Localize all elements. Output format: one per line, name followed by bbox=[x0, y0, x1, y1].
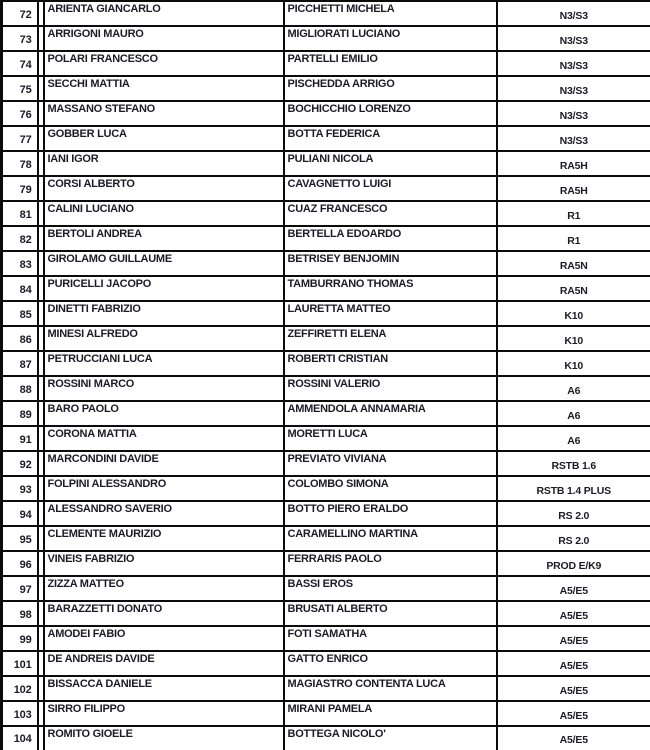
entry-number: 72 bbox=[19, 8, 32, 21]
table-row bbox=[2, 51, 650, 76]
codriver-name-cell bbox=[284, 501, 497, 526]
driver-name: FOLPINI ALESSANDRO bbox=[47, 478, 167, 490]
entry-number-cell bbox=[2, 1, 38, 26]
table-row bbox=[2, 401, 650, 426]
codriver-name: MAGIASTRO CONTENTA LUCA bbox=[287, 678, 446, 690]
driver-name-cell bbox=[44, 551, 284, 576]
table-row bbox=[2, 26, 650, 51]
entry-number: 97 bbox=[19, 583, 32, 596]
codriver-name: CAVAGNETTO LUIGI bbox=[287, 178, 392, 190]
driver-name-cell bbox=[44, 601, 284, 626]
class-cell bbox=[497, 376, 650, 401]
entry-number-cell bbox=[2, 351, 38, 376]
class-cell bbox=[497, 601, 650, 626]
class-cell bbox=[497, 501, 650, 526]
driver-name: CLEMENTE MAURIZIO bbox=[47, 528, 162, 540]
driver-name: BERTOLI ANDREA bbox=[47, 228, 142, 240]
entry-number: 85 bbox=[19, 308, 32, 321]
class-label: PROD E/K9 bbox=[546, 559, 602, 572]
entry-number-cell bbox=[2, 201, 38, 226]
class-label: A5/E5 bbox=[559, 684, 588, 697]
class-cell bbox=[497, 151, 650, 176]
class-cell bbox=[497, 701, 650, 726]
table-row bbox=[2, 126, 650, 151]
table-row bbox=[2, 276, 650, 301]
driver-name: CORONA MATTIA bbox=[47, 428, 137, 440]
entry-number-cell bbox=[2, 426, 38, 451]
class-cell bbox=[497, 451, 650, 476]
class-label: RA5N bbox=[559, 259, 588, 272]
entry-number-cell bbox=[2, 576, 38, 601]
table-row bbox=[2, 676, 650, 701]
table-row bbox=[2, 601, 650, 626]
table-row bbox=[2, 526, 650, 551]
entry-number-cell bbox=[2, 401, 38, 426]
driver-name: BISSACCA DANIELE bbox=[47, 678, 152, 690]
codriver-name: BETRISEY BENJOMIN bbox=[287, 253, 400, 265]
driver-name-cell bbox=[44, 726, 284, 750]
driver-name: BARAZZETTI DONATO bbox=[47, 603, 162, 615]
driver-name-cell bbox=[44, 351, 284, 376]
class-label: RA5N bbox=[559, 284, 588, 297]
entry-number: 101 bbox=[13, 658, 32, 671]
driver-name-cell bbox=[44, 451, 284, 476]
class-label: A5/E5 bbox=[559, 734, 588, 747]
table-row bbox=[2, 501, 650, 526]
codriver-name: AMMENDOLA ANNAMARIA bbox=[287, 403, 426, 415]
entry-number: 81 bbox=[19, 208, 32, 221]
entry-number: 75 bbox=[19, 83, 32, 96]
codriver-name-cell bbox=[284, 601, 497, 626]
driver-name: IANI IGOR bbox=[47, 153, 99, 165]
entry-number: 95 bbox=[19, 533, 32, 546]
codriver-name-cell bbox=[284, 701, 497, 726]
class-label: A5/E5 bbox=[559, 609, 588, 622]
driver-name: PETRUCCIANI LUCA bbox=[47, 353, 153, 365]
class-label: A6 bbox=[567, 409, 581, 422]
class-label: R1 bbox=[567, 209, 581, 222]
entry-number: 74 bbox=[19, 58, 32, 71]
class-label: N3/S3 bbox=[559, 34, 588, 47]
entry-number: 91 bbox=[19, 433, 32, 446]
driver-name-cell bbox=[44, 701, 284, 726]
class-cell bbox=[497, 51, 650, 76]
entry-number: 99 bbox=[19, 633, 32, 646]
entry-number-cell bbox=[2, 701, 38, 726]
class-cell bbox=[497, 326, 650, 351]
class-label: RS 2.0 bbox=[558, 509, 590, 522]
class-label: A6 bbox=[567, 384, 581, 397]
class-label: A5/E5 bbox=[559, 659, 588, 672]
entry-number-cell bbox=[2, 651, 38, 676]
driver-name-cell bbox=[44, 26, 284, 51]
entry-number: 84 bbox=[19, 283, 32, 296]
entry-number: 77 bbox=[19, 133, 32, 146]
entry-number-cell bbox=[2, 451, 38, 476]
codriver-name-cell bbox=[284, 451, 497, 476]
entry-number-cell bbox=[2, 526, 38, 551]
driver-name-cell bbox=[44, 476, 284, 501]
codriver-name: BOTTA FEDERICA bbox=[287, 128, 380, 140]
codriver-name-cell bbox=[284, 251, 497, 276]
driver-name-cell bbox=[44, 101, 284, 126]
entry-number-cell bbox=[2, 601, 38, 626]
class-cell bbox=[497, 626, 650, 651]
table-row bbox=[2, 176, 650, 201]
entry-number-cell bbox=[2, 276, 38, 301]
driver-name: PURICELLI JACOPO bbox=[47, 278, 152, 290]
driver-name-cell bbox=[44, 201, 284, 226]
codriver-name: ROBERTI CRISTIAN bbox=[287, 353, 388, 365]
entry-number-cell bbox=[2, 501, 38, 526]
class-cell bbox=[497, 26, 650, 51]
codriver-name: FOTI SAMATHA bbox=[287, 628, 367, 640]
entry-number-cell bbox=[2, 226, 38, 251]
codriver-name: PARTELLI EMILIO bbox=[287, 53, 378, 65]
driver-name: AMODEI FABIO bbox=[47, 628, 126, 640]
entry-number: 88 bbox=[19, 383, 32, 396]
driver-name: ARIENTA GIANCARLO bbox=[47, 3, 161, 15]
class-cell bbox=[497, 251, 650, 276]
driver-name: ROMITO GIOELE bbox=[47, 728, 133, 740]
class-cell bbox=[497, 301, 650, 326]
driver-name-cell bbox=[44, 376, 284, 401]
codriver-name: TAMBURRANO THOMAS bbox=[287, 278, 414, 290]
codriver-name: ZEFFIRETTI ELENA bbox=[287, 328, 387, 340]
driver-name-cell bbox=[44, 276, 284, 301]
entry-number-cell bbox=[2, 551, 38, 576]
driver-name: SIRRO FILIPPO bbox=[47, 703, 125, 715]
driver-name-cell bbox=[44, 251, 284, 276]
driver-name: MARCONDINI DAVIDE bbox=[47, 453, 159, 465]
driver-name: MASSANO STEFANO bbox=[47, 103, 155, 115]
class-cell bbox=[497, 76, 650, 101]
entry-number-cell bbox=[2, 101, 38, 126]
codriver-name-cell bbox=[284, 76, 497, 101]
class-cell bbox=[497, 351, 650, 376]
table-row bbox=[2, 226, 650, 251]
codriver-name: BOTTO PIERO ERALDO bbox=[287, 503, 409, 515]
driver-name-cell bbox=[44, 626, 284, 651]
codriver-name: MIRANI PAMELA bbox=[287, 703, 373, 715]
entry-number: 79 bbox=[19, 183, 32, 196]
entry-number-cell bbox=[2, 726, 38, 750]
table-row bbox=[2, 651, 650, 676]
driver-name: DINETTI FABRIZIO bbox=[47, 303, 141, 315]
table-row bbox=[2, 451, 650, 476]
driver-name: POLARI FRANCESCO bbox=[47, 53, 158, 65]
driver-name: SECCHI MATTIA bbox=[47, 78, 130, 90]
entry-list-body bbox=[2, 1, 650, 750]
class-label: RA5H bbox=[559, 184, 588, 197]
entry-number: 82 bbox=[19, 233, 32, 246]
codriver-name-cell bbox=[284, 526, 497, 551]
driver-name-cell bbox=[44, 301, 284, 326]
class-cell bbox=[497, 726, 650, 750]
entry-number: 86 bbox=[19, 333, 32, 346]
class-label: N3/S3 bbox=[559, 134, 588, 147]
codriver-name: FERRARIS PAOLO bbox=[287, 553, 382, 565]
class-cell bbox=[497, 651, 650, 676]
driver-name-cell bbox=[44, 51, 284, 76]
table-row bbox=[2, 76, 650, 101]
codriver-name-cell bbox=[284, 301, 497, 326]
codriver-name-cell bbox=[284, 1, 497, 26]
table-row bbox=[2, 551, 650, 576]
codriver-name-cell bbox=[284, 651, 497, 676]
codriver-name: CUAZ FRANCESCO bbox=[287, 203, 388, 215]
codriver-name: PISCHEDDA ARRIGO bbox=[287, 78, 395, 90]
driver-name: ALESSANDRO SAVERIO bbox=[47, 503, 172, 515]
codriver-name-cell bbox=[284, 426, 497, 451]
entry-number-cell bbox=[2, 76, 38, 101]
table-row bbox=[2, 101, 650, 126]
entry-number: 89 bbox=[19, 408, 32, 421]
codriver-name-cell bbox=[284, 151, 497, 176]
table-row bbox=[2, 576, 650, 601]
codriver-name: LAURETTA MATTEO bbox=[287, 303, 391, 315]
codriver-name-cell bbox=[284, 726, 497, 750]
class-label: A5/E5 bbox=[559, 634, 588, 647]
codriver-name-cell bbox=[284, 401, 497, 426]
codriver-name: CARAMELLINO MARTINA bbox=[287, 528, 418, 540]
entry-number: 73 bbox=[19, 33, 32, 46]
codriver-name-cell bbox=[284, 326, 497, 351]
codriver-name: BASSI EROS bbox=[287, 578, 353, 590]
codriver-name: PREVIATO VIVIANA bbox=[287, 453, 387, 465]
codriver-name-cell bbox=[284, 376, 497, 401]
class-cell bbox=[497, 226, 650, 251]
entry-number-cell bbox=[2, 376, 38, 401]
entry-number-cell bbox=[2, 626, 38, 651]
table-row bbox=[2, 476, 650, 501]
table-row bbox=[2, 626, 650, 651]
entry-number-cell bbox=[2, 51, 38, 76]
driver-name-cell bbox=[44, 1, 284, 26]
entry-number: 87 bbox=[19, 358, 32, 371]
table-row bbox=[2, 1, 650, 26]
class-cell bbox=[497, 526, 650, 551]
table-row bbox=[2, 151, 650, 176]
table-row bbox=[2, 351, 650, 376]
codriver-name-cell bbox=[284, 576, 497, 601]
codriver-name: ROSSINI VALERIO bbox=[287, 378, 381, 390]
class-cell bbox=[497, 1, 650, 26]
class-cell bbox=[497, 201, 650, 226]
table-row bbox=[2, 251, 650, 276]
class-label: RA5H bbox=[559, 159, 588, 172]
class-cell bbox=[497, 426, 650, 451]
entry-number-cell bbox=[2, 476, 38, 501]
class-cell bbox=[497, 101, 650, 126]
driver-name-cell bbox=[44, 226, 284, 251]
table-row bbox=[2, 301, 650, 326]
class-label: K10 bbox=[564, 334, 584, 347]
class-cell bbox=[497, 476, 650, 501]
entry-number-cell bbox=[2, 26, 38, 51]
driver-name-cell bbox=[44, 426, 284, 451]
codriver-name-cell bbox=[284, 226, 497, 251]
class-label: A5/E5 bbox=[559, 709, 588, 722]
class-cell bbox=[497, 551, 650, 576]
driver-name: GOBBER LUCA bbox=[47, 128, 127, 140]
class-cell bbox=[497, 401, 650, 426]
entry-number-cell bbox=[2, 326, 38, 351]
driver-name-cell bbox=[44, 651, 284, 676]
class-label: RS 2.0 bbox=[558, 534, 590, 547]
class-cell bbox=[497, 126, 650, 151]
class-cell bbox=[497, 176, 650, 201]
codriver-name-cell bbox=[284, 676, 497, 701]
driver-name-cell bbox=[44, 151, 284, 176]
driver-name-cell bbox=[44, 526, 284, 551]
entry-number-cell bbox=[2, 251, 38, 276]
codriver-name: BOTTEGA NICOLO' bbox=[287, 728, 386, 740]
driver-name-cell bbox=[44, 401, 284, 426]
entry-number: 102 bbox=[13, 683, 32, 696]
codriver-name-cell bbox=[284, 51, 497, 76]
codriver-name: GATTO ENRICO bbox=[287, 653, 368, 665]
driver-name: CORSI ALBERTO bbox=[47, 178, 135, 190]
driver-name: GIROLAMO GUILLAUME bbox=[47, 253, 172, 265]
codriver-name-cell bbox=[284, 351, 497, 376]
codriver-name-cell bbox=[284, 176, 497, 201]
codriver-name-cell bbox=[284, 26, 497, 51]
class-label: RSTB 1.6 bbox=[551, 459, 596, 472]
class-label: N3/S3 bbox=[559, 109, 588, 122]
driver-name-cell bbox=[44, 76, 284, 101]
class-label: N3/S3 bbox=[559, 84, 588, 97]
driver-name: DE ANDREIS DAVIDE bbox=[47, 653, 155, 665]
entry-number: 76 bbox=[19, 108, 32, 121]
class-label: A5/E5 bbox=[559, 584, 588, 597]
codriver-name: BERTELLA EDOARDO bbox=[287, 228, 402, 240]
class-label: RSTB 1.4 PLUS bbox=[536, 484, 611, 497]
entry-number-cell bbox=[2, 301, 38, 326]
entry-number: 104 bbox=[13, 733, 32, 746]
class-label: K10 bbox=[564, 309, 584, 322]
table-row bbox=[2, 326, 650, 351]
entry-number-cell bbox=[2, 126, 38, 151]
driver-name: CALINI LUCIANO bbox=[47, 203, 134, 215]
entry-number: 96 bbox=[19, 558, 32, 571]
driver-name-cell bbox=[44, 176, 284, 201]
class-label: N3/S3 bbox=[559, 9, 588, 22]
codriver-name: MIGLIORATI LUCIANO bbox=[287, 28, 401, 40]
table-row bbox=[2, 726, 650, 750]
driver-name: ZIZZA MATTEO bbox=[47, 578, 124, 590]
driver-name-cell bbox=[44, 126, 284, 151]
class-label: N3/S3 bbox=[559, 59, 588, 72]
entry-number-cell bbox=[2, 151, 38, 176]
codriver-name: MORETTI LUCA bbox=[287, 428, 368, 440]
entry-number: 98 bbox=[19, 608, 32, 621]
entry-number: 78 bbox=[19, 158, 32, 171]
driver-name-cell bbox=[44, 326, 284, 351]
driver-name-cell bbox=[44, 501, 284, 526]
table-row bbox=[2, 201, 650, 226]
class-cell bbox=[497, 676, 650, 701]
codriver-name-cell bbox=[284, 101, 497, 126]
driver-name: MINESI ALFREDO bbox=[47, 328, 138, 340]
table-row bbox=[2, 701, 650, 726]
codriver-name-cell bbox=[284, 551, 497, 576]
codriver-name: BOCHICCHIO LORENZO bbox=[287, 103, 411, 115]
entry-number-cell bbox=[2, 176, 38, 201]
codriver-name-cell bbox=[284, 626, 497, 651]
class-label: K10 bbox=[564, 359, 584, 372]
driver-name: BARO PAOLO bbox=[47, 403, 119, 415]
class-cell bbox=[497, 276, 650, 301]
entry-number-cell bbox=[2, 676, 38, 701]
entry-number: 103 bbox=[13, 708, 32, 721]
codriver-name-cell bbox=[284, 201, 497, 226]
class-label: R1 bbox=[567, 234, 581, 247]
driver-name: ARRIGONI MAURO bbox=[47, 28, 144, 40]
table-row bbox=[2, 376, 650, 401]
entry-number: 93 bbox=[19, 483, 32, 496]
codriver-name: PICCHETTI MICHELA bbox=[287, 3, 395, 15]
entry-number: 92 bbox=[19, 458, 32, 471]
entry-number: 83 bbox=[19, 258, 32, 271]
codriver-name: PULIANI NICOLA bbox=[287, 153, 374, 165]
driver-name: VINEIS FABRIZIO bbox=[47, 553, 135, 565]
codriver-name-cell bbox=[284, 126, 497, 151]
class-cell bbox=[497, 576, 650, 601]
codriver-name: BRUSATI ALBERTO bbox=[287, 603, 388, 615]
driver-name-cell bbox=[44, 576, 284, 601]
driver-name: ROSSINI MARCO bbox=[47, 378, 135, 390]
entry-number: 94 bbox=[19, 508, 32, 521]
table-row bbox=[2, 426, 650, 451]
class-label: A6 bbox=[567, 434, 581, 447]
driver-name-cell bbox=[44, 676, 284, 701]
codriver-name-cell bbox=[284, 276, 497, 301]
codriver-name: COLOMBO SIMONA bbox=[287, 478, 389, 490]
codriver-name-cell bbox=[284, 476, 497, 501]
